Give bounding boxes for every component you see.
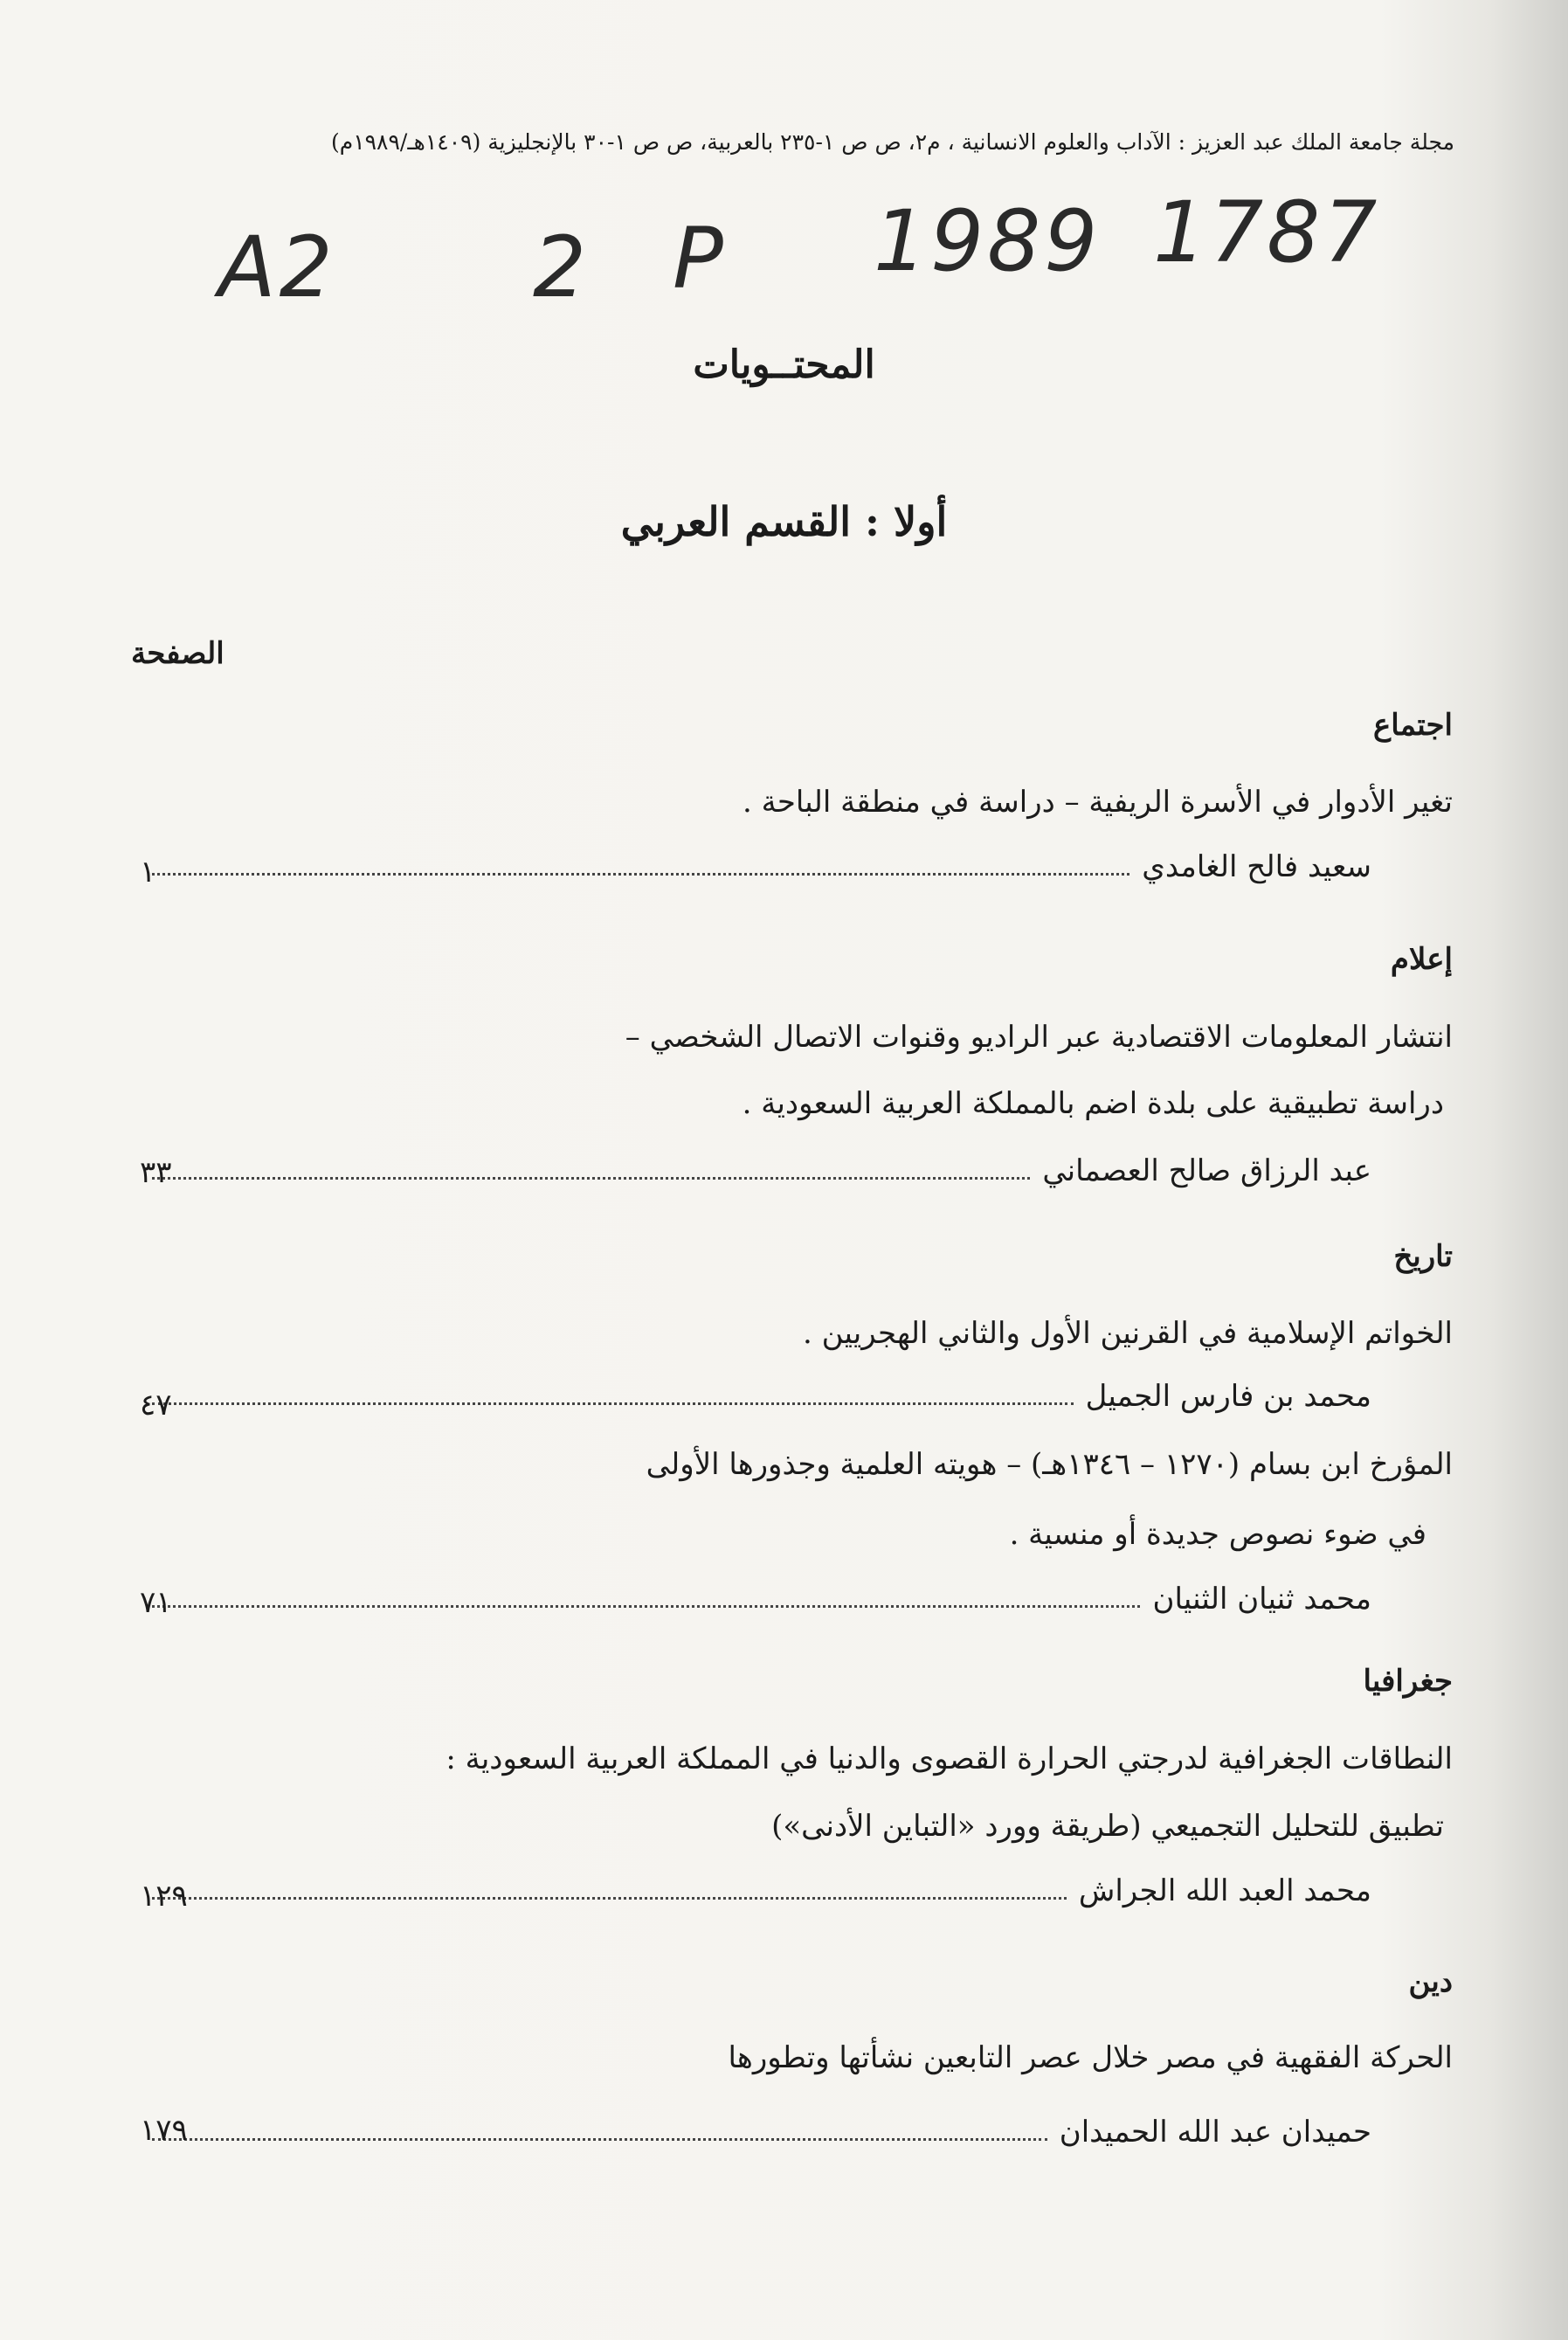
dot-leader	[152, 1605, 1140, 1608]
entry-page-number: ١	[140, 855, 156, 890]
handwritten-annotation	[210, 183, 1433, 358]
entry-title-line: دراسة تطبيقية على بلدة اضم بالمملكة العربية السعودية .	[742, 1086, 1444, 1121]
toc-author-row	[140, 841, 1371, 884]
entry-author: محمد ثنيان الثنيان	[1152, 1582, 1371, 1617]
entry-author: محمد العبد الله الجراش	[1078, 1873, 1371, 1908]
entry-title-line: النطاقات الجغرافية لدرجتي الحرارة القصوى والدنيا في المملكة العربية السعودية :	[446, 1741, 1453, 1776]
category-heading: تاريخ	[1393, 1239, 1453, 1274]
toc-author-row	[140, 1370, 1371, 1414]
entry-title-line: الخواتم الإسلامية في القرنين الأول والثاني الهجريين .	[803, 1316, 1453, 1351]
handwritten-mark: 1787	[1153, 183, 1381, 281]
entry-page-number: ٧١	[140, 1585, 172, 1620]
dot-leader	[152, 873, 1129, 876]
toc-author-row	[140, 1145, 1371, 1188]
section-title: أولا : القسم العربي	[620, 498, 948, 545]
entry-author: محمد بن فارس الجميل	[1085, 1379, 1371, 1414]
handwritten-mark: P	[673, 210, 727, 308]
entry-page-number: ١٧٩	[140, 2113, 188, 2148]
category-heading: إعلام	[1390, 942, 1453, 977]
entry-title-line: في ضوء نصوص جديدة أو منسية .	[1009, 1517, 1426, 1552]
entry-page-number: ٣٣	[140, 1155, 172, 1190]
toc-author-row	[140, 2106, 1371, 2150]
category-heading: جغرافيا	[1363, 1664, 1453, 1699]
handwritten-mark: 1989	[874, 192, 1102, 290]
entry-author: عبد الرزاق صالح العصماني	[1042, 1153, 1371, 1188]
dot-leader	[152, 1897, 1067, 1900]
journal-header: مجلة جامعة الملك عبد العزيز : الآداب والعلوم الانسانية ، م٢، ص ص ١-٢٣٥ بالعربية، ص ص ١-٣٠ بالإنجليزية (١٤٠٩هـ/١٩٨٩م)	[330, 129, 1454, 155]
entry-page-number: ٤٧	[140, 1388, 172, 1423]
category-heading: اجتماع	[1372, 708, 1453, 743]
entry-author: حميدان عبد الله الحميدان	[1059, 2115, 1371, 2150]
entry-title-line: المؤرخ ابن بسام (١٢٧٠ – ١٣٤٦هـ) – هويته العلمية وجذورها الأولى	[646, 1447, 1453, 1482]
page-column-label: الصفحة	[131, 636, 224, 671]
category-heading: دين	[1408, 1964, 1453, 1999]
entry-title-line: تطبيق للتحليل التجميعي (طريقة وورد «التباين الأدنى»)	[771, 1809, 1444, 1844]
entry-author: سعيد فالح الغامدي	[1142, 849, 1371, 884]
entry-page-number: ١٢٩	[140, 1879, 188, 1914]
entry-title-line: انتشار المعلومات الاقتصادية عبر الراديو وقنوات الاتصال الشخصي –	[625, 1020, 1453, 1055]
entry-title-line: الحركة الفقهية في مصر خلال عصر التابعين نشأتها وتطورها	[728, 2040, 1453, 2075]
toc-author-row	[140, 1865, 1371, 1908]
page-title: المحتــويات	[693, 343, 875, 387]
handwritten-mark: A2	[218, 218, 336, 316]
dot-leader	[152, 1402, 1074, 1405]
toc-author-row	[140, 1573, 1371, 1617]
dot-leader	[152, 2138, 1047, 2141]
handwritten-mark: 2	[533, 218, 591, 316]
entry-title-line: تغير الأدوار في الأسرة الريفية – دراسة في منطقة الباحة .	[742, 785, 1453, 820]
dot-leader	[152, 1177, 1030, 1180]
